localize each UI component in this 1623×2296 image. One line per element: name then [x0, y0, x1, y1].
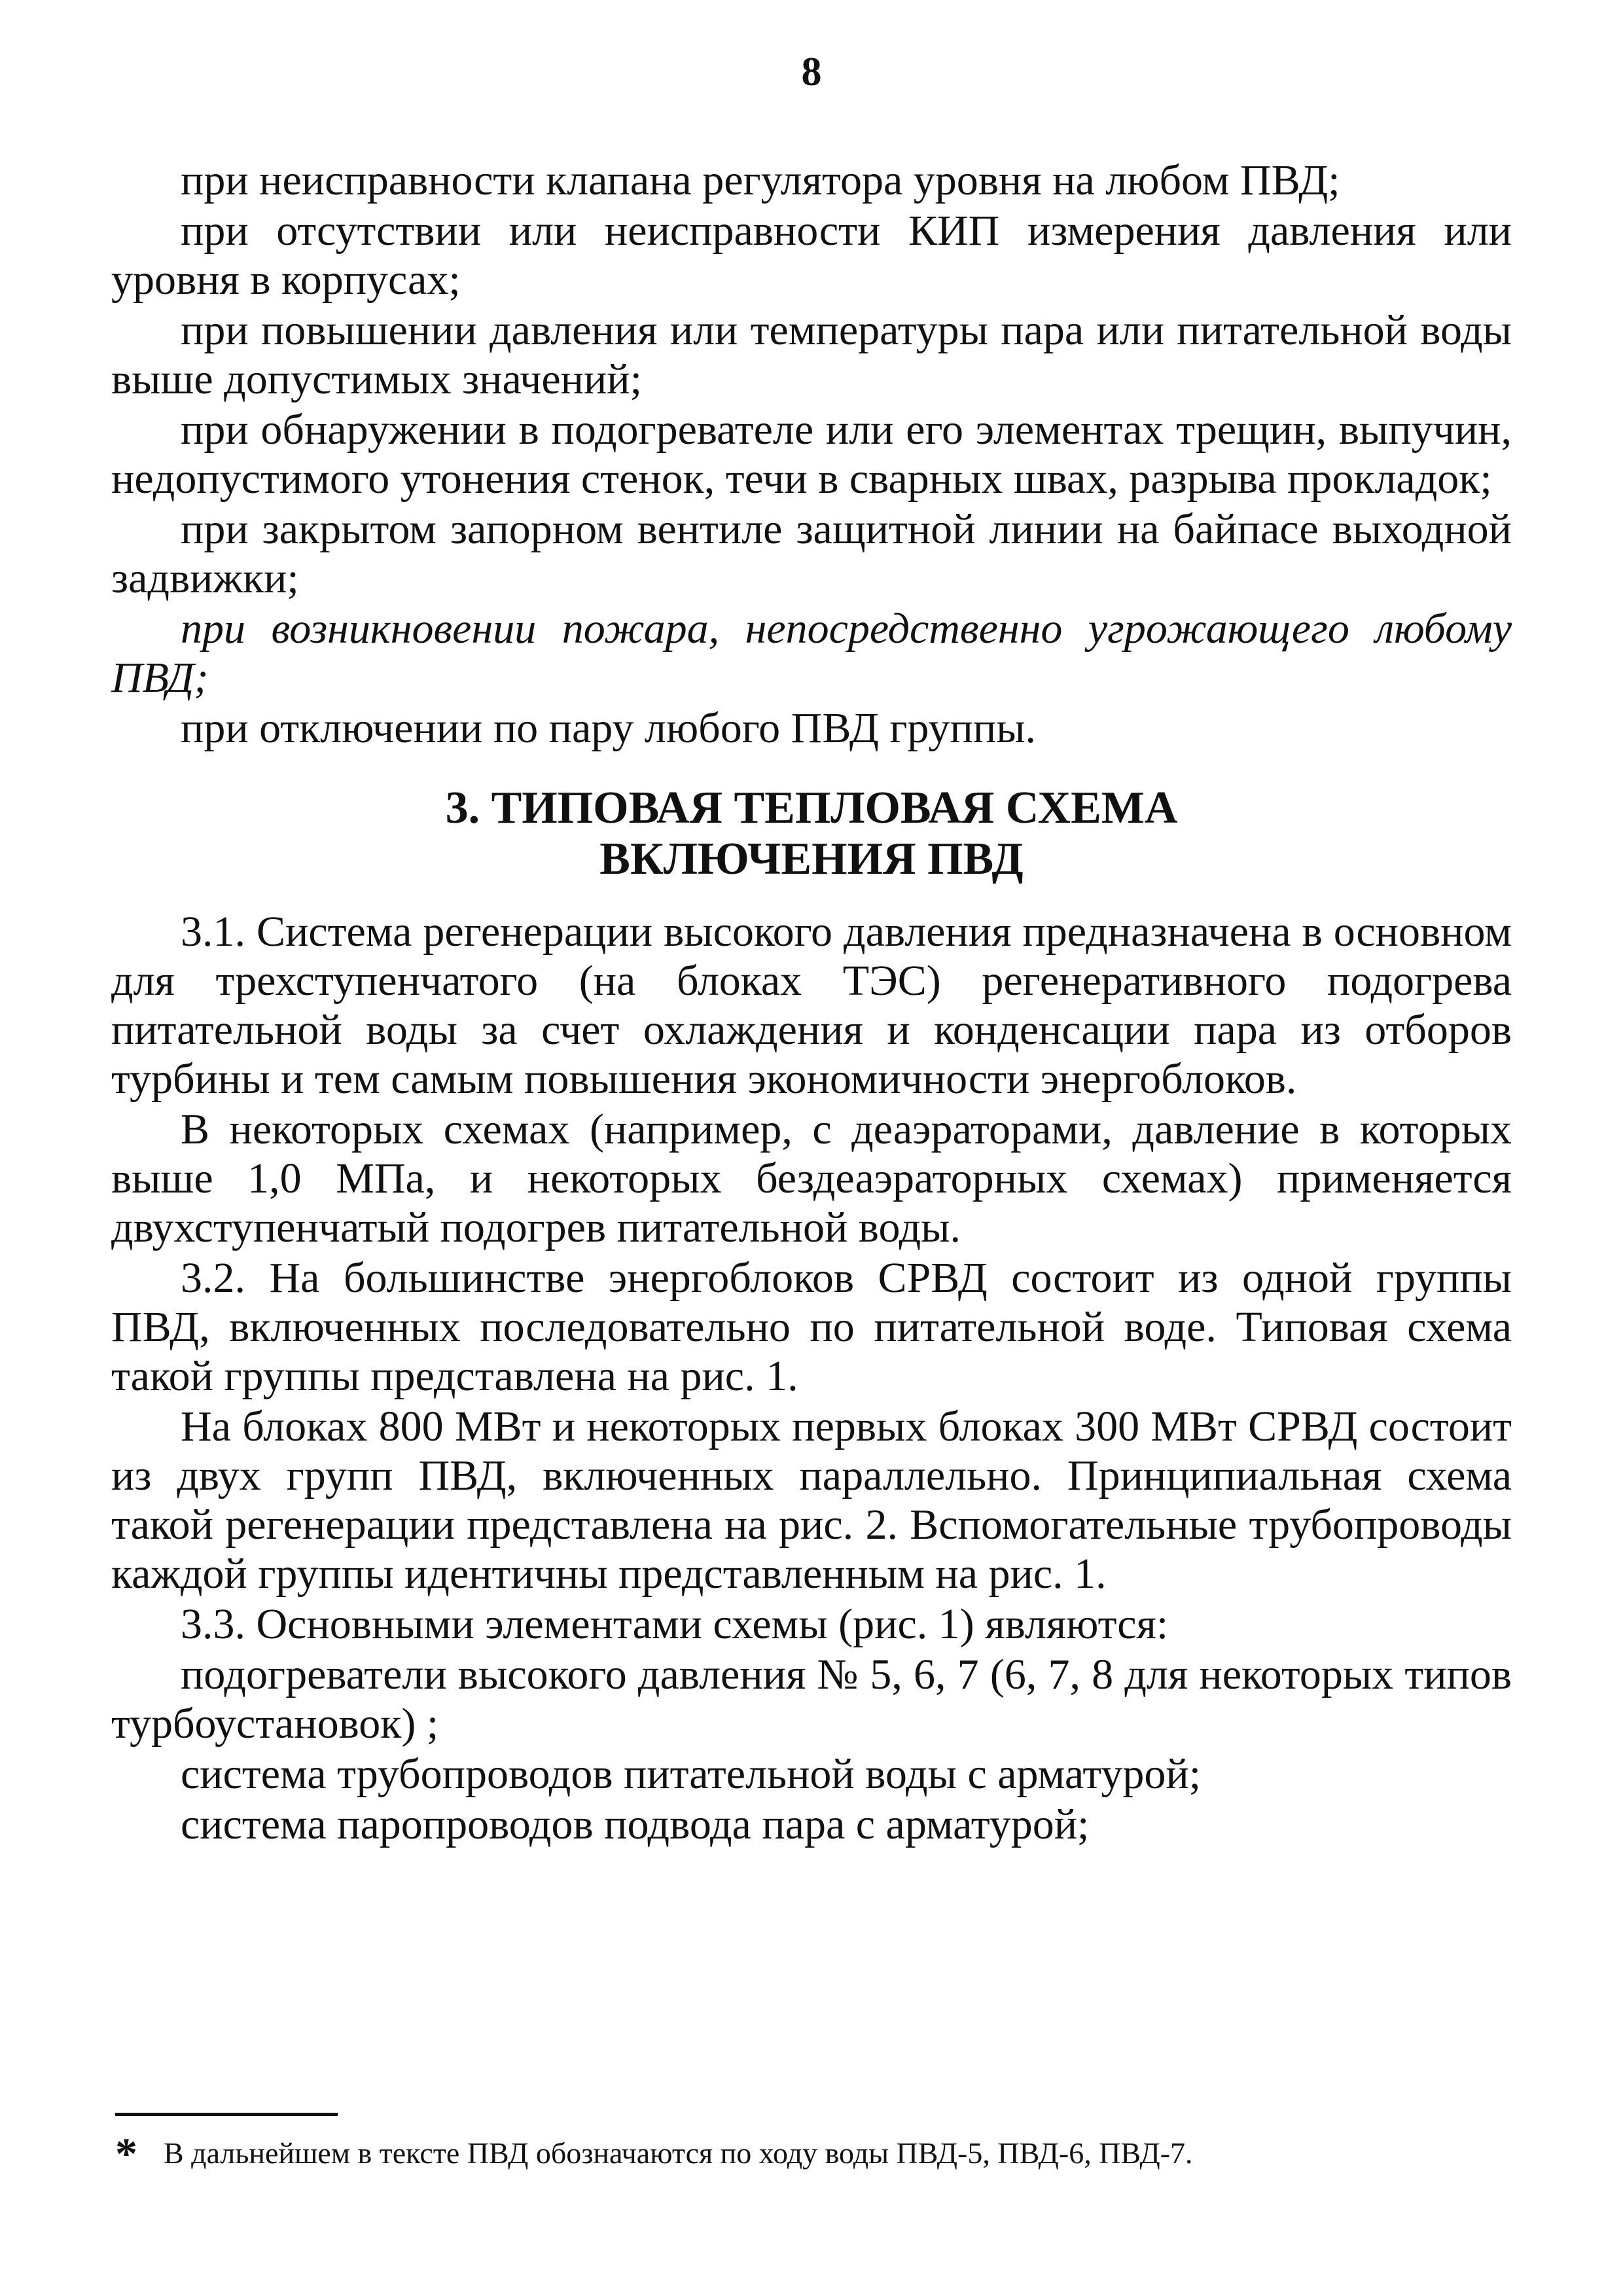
- page-number: 8: [801, 50, 822, 94]
- list-item: при отключении по пару любого ПВД группы.: [181, 704, 1037, 752]
- paragraph: 3.2. На большинстве энергоблоков СРВД состоит из одной группы ПВД, включенных последовательно по питательной воде. Типовая схема такой группы представлена на рис. 1.: [111, 1254, 1512, 1400]
- paragraph: На блоках 800 МВт и некоторых первых блоках 300 МВт СРВД состоит из двух групп ПВД, включенных параллельно. Принципиальная схема такой регенерации представлена на рис. 2. Вспомогательные трубопроводы каждой группы идентичны представленным на рис. 1.: [111, 1403, 1512, 1598]
- paragraph: 3.3. Основными элементами схемы (рис. 1) являются:: [181, 1600, 1169, 1648]
- list-item: при обнаружении в подогревателе или его элементах трещин, выпучин, недопустимого утонения стенок, течи в сварных швах, разрыва прокладок;: [111, 406, 1512, 503]
- paragraph: подогреватели высокого давления № 5, 6, 7 (6, 7, 8 для некоторых типов турбоустановок) ;: [111, 1651, 1512, 1748]
- list-item: при возникновении пожара, непосредственно угрожающего любому ПВД;: [111, 605, 1512, 702]
- section-heading-line: 3. ТИПОВАЯ ТЕПЛОВАЯ СХЕМА: [445, 783, 1178, 833]
- footnote-divider: [115, 2113, 338, 2116]
- section-heading-line: ВКЛЮЧЕНИЯ ПВД: [599, 834, 1024, 884]
- list-item: при неисправности клапана регулятора уровня на любом ПВД;: [181, 156, 1340, 204]
- paragraph: система трубопроводов питательной воды с арматурой;: [181, 1750, 1202, 1798]
- footnote-mark: *: [115, 2128, 137, 2178]
- paragraph: В некоторых схемах (например, с деаэраторами, давление в которых выше 1,0 МПа, и некоторых бездеаэраторных схемах) применяется двухступенчатый подогрев питательной воды.: [111, 1105, 1512, 1251]
- footnote-text: В дальнейшем в тексте ПВД обозначаются по ходу воды ПВД-5, ПВД-6, ПВД-7.: [164, 2136, 1193, 2170]
- footnote: [115, 2128, 1516, 2178]
- list-item: при повышении давления или температуры пара или питательной воды выше допустимых значений;: [111, 306, 1512, 403]
- list-item: при отсутствии или неисправности КИП измерения давления или уровня в корпусах;: [111, 207, 1512, 304]
- paragraph: 3.1. Система регенерации высокого давления предназначена в основном для трехступенчатого (на блоках ТЭС) регенеративного подогрева питательной воды за счет охлаждения и конденсации пара из отборов турбины и тем самым повышения экономичности энергоблоков.: [111, 908, 1512, 1103]
- page-body: [111, 156, 1512, 1850]
- section-heading: [111, 783, 1512, 885]
- paragraph: система паропроводов подвода пара с арматурой;: [181, 1801, 1090, 1848]
- list-item: при закрытом запорном вентиле защитной линии на байпасе выходной задвижки;: [111, 505, 1512, 602]
